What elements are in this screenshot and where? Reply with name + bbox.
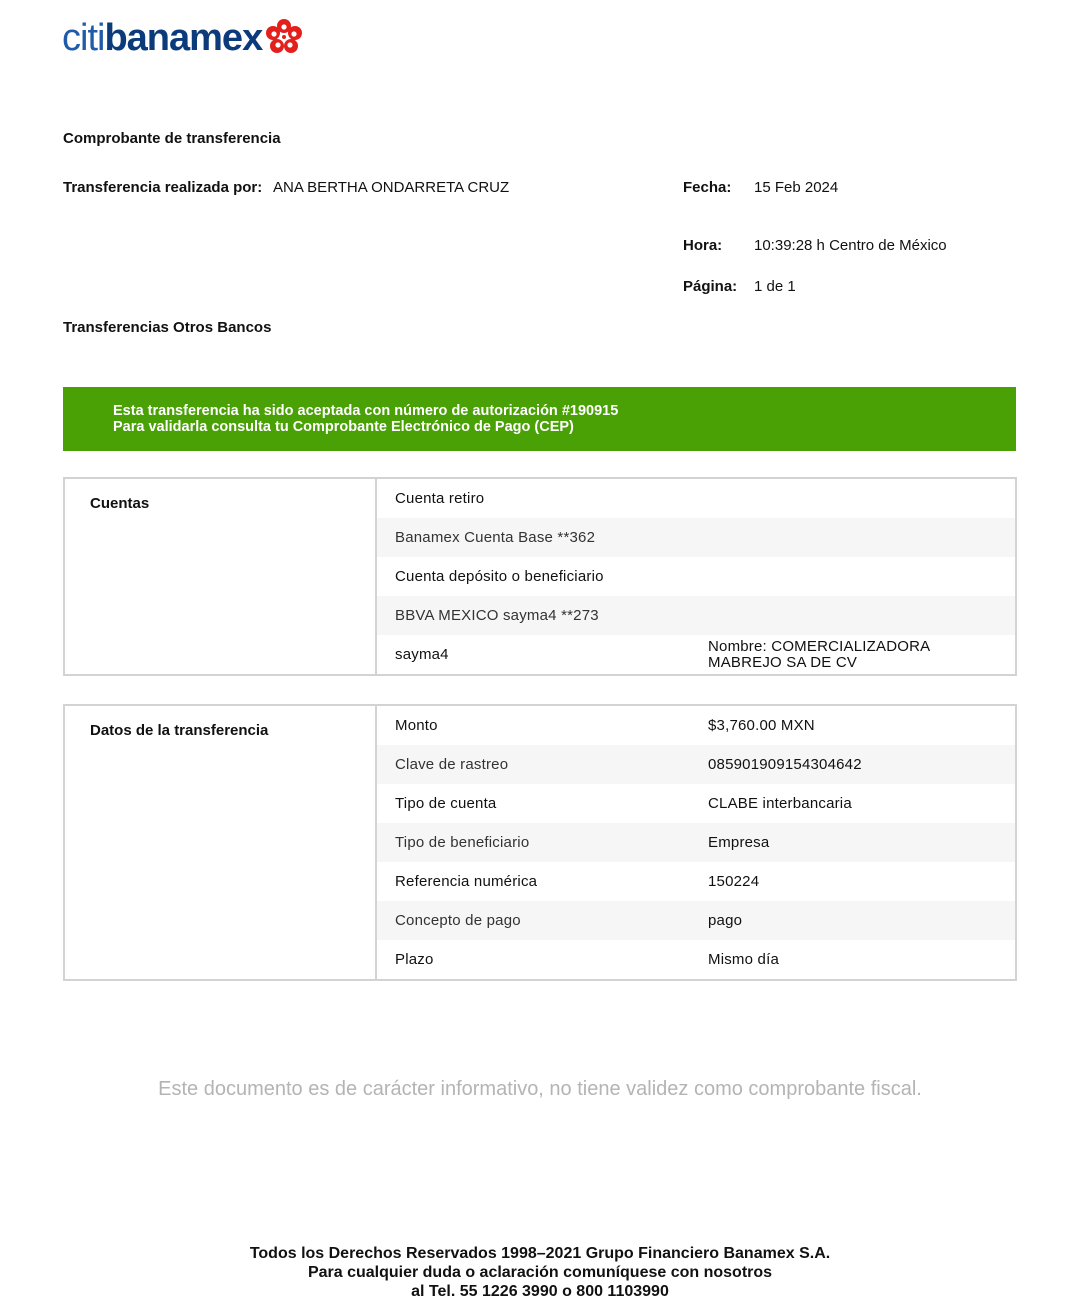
detail-label: Referencia numérica (395, 873, 538, 890)
page-label: Página: (683, 278, 738, 295)
deposit-account-label-row (377, 557, 1015, 596)
logo-citi: citi (62, 17, 105, 59)
sender-name: ANA BERTHA ONDARRETA CRUZ (273, 179, 510, 196)
beneficiary-name-line-2: MABREJO SA DE CV (708, 653, 858, 671)
detail-row-amount (377, 706, 1015, 745)
accounts-box (63, 477, 1017, 676)
detail-value: 150224 (708, 873, 760, 890)
detail-row-beneficiary-type (377, 823, 1015, 862)
section-title: Transferencias Otros Bancos (63, 319, 272, 336)
detail-row-account-type (377, 784, 1015, 823)
beneficiary-name (708, 639, 1015, 671)
banner-line-1: Esta transferencia ha sido aceptada con número de autorización #190915 (113, 403, 619, 419)
detail-label: Clave de rastreo (395, 756, 509, 773)
deposit-account-row (377, 596, 1015, 635)
beneficiary-name-line-1: Nombre: COMERCIALIZADORA (708, 637, 931, 655)
transfer-data-box (63, 704, 1017, 981)
footer (0, 1244, 1080, 1301)
accounts-heading: Cuentas (65, 479, 377, 674)
logo-banamex: banamex (104, 17, 263, 59)
beneficiary-alias: sayma4 (395, 646, 449, 663)
detail-row-term (377, 940, 1015, 979)
detail-value: Empresa (708, 834, 770, 851)
withdrawal-account-label: Cuenta retiro (395, 490, 485, 507)
document-title: Comprobante de transferencia (63, 130, 281, 147)
logo-wordmark (62, 19, 262, 57)
detail-value: 085901909154304642 (708, 756, 862, 773)
detail-row-concept (377, 901, 1015, 940)
sender-label: Transferencia realizada por: (63, 179, 263, 196)
transfer-data-heading: Datos de la transferencia (65, 706, 377, 979)
disclaimer-text: Este documento es de carácter informativo, no tiene validez como comprobante fiscal. (158, 1078, 922, 1100)
banner-line-2: Para validarla consulta tu Comprobante Electrónico de Pago (CEP) (113, 419, 574, 435)
detail-row-tracking-key (377, 745, 1015, 784)
withdrawal-account-row (377, 518, 1015, 557)
date-label: Fecha: (683, 179, 732, 196)
time-value: 10:39:28 h Centro de México (754, 237, 947, 254)
deposit-account-value: BBVA MEXICO sayma4 **273 (395, 607, 599, 624)
page-value: 1 de 1 (754, 278, 796, 295)
detail-value: CLABE interbancaria (708, 795, 852, 812)
detail-value: pago (708, 912, 743, 929)
detail-label: Concepto de pago (395, 912, 521, 929)
detail-label: Plazo (395, 951, 434, 968)
authorization-banner (63, 387, 1016, 451)
deposit-account-label: Cuenta depósito o beneficiario (395, 568, 604, 585)
footer-line-1: Todos los Derechos Reservados 1998–2021 Grupo Financiero Banamex S.A. (249, 1245, 831, 1262)
footer-line-3: al Tel. 55 1226 3990 o 800 1103990 (411, 1283, 669, 1300)
detail-label: Tipo de cuenta (395, 795, 497, 812)
detail-value: Mismo día (708, 951, 779, 968)
bank-logo (62, 14, 304, 62)
detail-row-reference (377, 862, 1015, 901)
time-label: Hora: (683, 237, 723, 254)
detail-value: $3,760.00 MXN (708, 717, 815, 734)
banamex-flower-icon (264, 18, 304, 58)
withdrawal-account-value: Banamex Cuenta Base **362 (395, 529, 596, 546)
withdrawal-account-label-row (377, 479, 1015, 518)
date-value: 15 Feb 2024 (754, 179, 839, 196)
detail-label: Monto (395, 717, 438, 734)
detail-label: Tipo de beneficiario (395, 834, 530, 851)
beneficiary-row (377, 635, 1015, 674)
footer-line-2: Para cualquier duda o aclaración comuníquese con nosotros (307, 1264, 773, 1281)
